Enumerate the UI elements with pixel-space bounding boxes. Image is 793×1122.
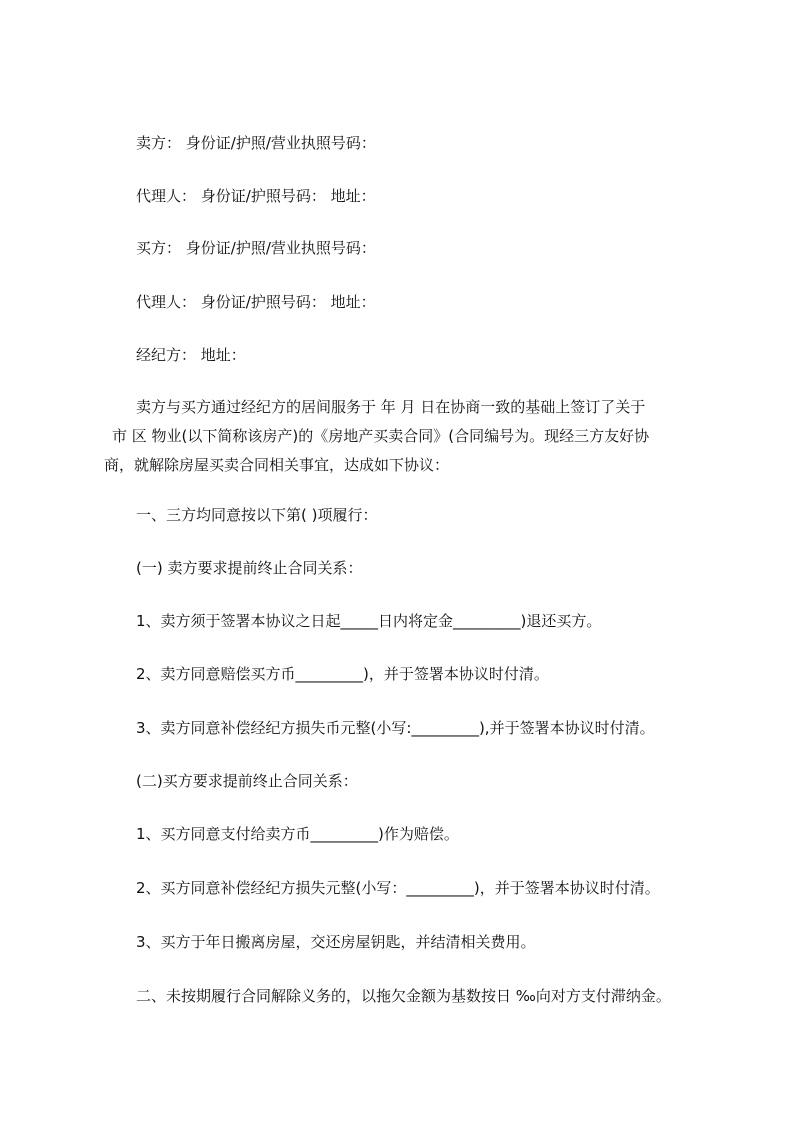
intro-paragraph [104, 393, 704, 480]
buyer-clause-2: 2、买方同意补偿经纪方损失元整(小写：_________)，并于签署本协议时付清。 [136, 879, 660, 897]
seller-clause-2: 2、卖方同意赔偿买方币_________)，并于签署本协议时付清。 [136, 665, 549, 683]
buyer-clause-1: 1、买方同意支付给卖方币_________)作为赔偿。 [136, 825, 459, 843]
clause-heading-1: 一、三方均同意按以下第( )项履行： [136, 506, 378, 524]
clause-heading-2: 二、未按期履行合同解除义务的，以拖欠金额为基数按日 ‰向对方支付滞纳金。 [136, 987, 671, 1005]
seller-termination-heading: (一) 卖方要求提前终止合同关系： [136, 559, 363, 577]
intro-line: 市 区 物业(以下简称该房产)的《房地产买卖合同》(合同编号为。现经三方友好协 [112, 427, 650, 445]
broker-info-line: 经纪方： 地址： [136, 346, 246, 364]
seller-agent-info-line: 代理人： 身份证/护照号码： 地址： [136, 187, 376, 205]
seller-info-line: 卖方： 身份证/护照/营业执照号码： [136, 134, 376, 152]
seller-clause-3: 3、卖方同意补偿经纪方损失币元整(小写:_________),并于签署本协议时付清。 [136, 719, 655, 737]
buyer-termination-heading: (二)买方要求提前终止合同关系： [136, 772, 358, 790]
intro-line: 商，就解除房屋买卖合同相关事宜，达成如下协议： [104, 456, 450, 474]
buyer-info-line: 买方： 身份证/护照/营业执照号码： [136, 239, 376, 257]
intro-line: 卖方与买方通过经纪方的居间服务于 年 月 日在协商一致的基础上签订了关于 [136, 398, 646, 416]
seller-clause-1: 1、卖方须于签署本协议之日起_____日内将定金_________)退还买方。 [136, 612, 602, 630]
buyer-agent-info-line: 代理人： 身份证/护照号码： 地址： [136, 293, 376, 311]
buyer-clause-3: 3、买方于年日搬离房屋，交还房屋钥匙，并结清相关费用。 [136, 933, 536, 951]
